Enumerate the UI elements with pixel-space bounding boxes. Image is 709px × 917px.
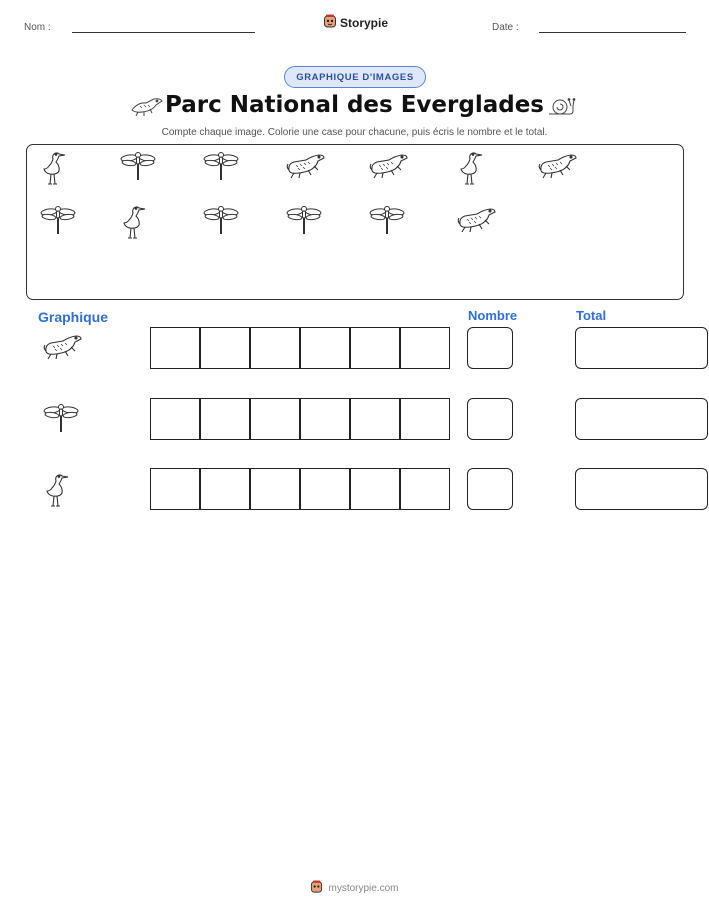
graph-cell[interactable] (250, 468, 300, 510)
graph-cell[interactable] (300, 398, 350, 440)
total-box[interactable] (575, 327, 708, 369)
name-label: Nom : (24, 22, 51, 33)
alligator-icon (457, 204, 497, 234)
graph-cell[interactable] (350, 398, 400, 440)
graph-cell[interactable] (350, 327, 400, 369)
graph-cell[interactable] (400, 468, 450, 510)
storypie-mascot-icon (310, 880, 323, 897)
heron-icon (43, 472, 69, 508)
name-line[interactable] (72, 32, 255, 33)
graph-cell[interactable] (400, 398, 450, 440)
graph-cell[interactable] (350, 468, 400, 510)
worksheet-type-badge: GRAPHIQUE D'IMAGES (284, 66, 426, 88)
graph-cell[interactable] (300, 468, 350, 510)
number-heading: Nombre (468, 308, 518, 323)
alligator-icon (369, 150, 409, 180)
graph-cell[interactable] (150, 327, 200, 369)
graph-cell[interactable] (300, 327, 350, 369)
graph-cell[interactable] (250, 327, 300, 369)
graph-cell[interactable] (250, 398, 300, 440)
graph-cell[interactable] (200, 398, 250, 440)
brand-name: Storypie (340, 16, 389, 30)
instructions: Compte chaque image. Colorie une case pour chacune, puis écris le nombre et le total. (161, 127, 548, 138)
number-box[interactable] (467, 327, 513, 369)
number-box[interactable] (467, 398, 513, 440)
dragonfly-icon (40, 204, 76, 236)
date-label: Date : (492, 22, 519, 33)
snail-icon (546, 94, 576, 123)
total-box[interactable] (575, 468, 708, 510)
dragonfly-icon (120, 150, 156, 182)
graph-heading: Graphique (38, 309, 109, 325)
graph-cell[interactable] (400, 327, 450, 369)
storypie-mascot-icon (323, 14, 337, 32)
graph-cell[interactable] (150, 468, 200, 510)
alligator-icon (286, 150, 326, 180)
graph-cell[interactable] (150, 398, 200, 440)
total-box[interactable] (575, 398, 708, 440)
graph-cell[interactable] (200, 327, 250, 369)
alligator-icon (43, 331, 83, 361)
number-box[interactable] (467, 468, 513, 510)
dragonfly-icon (43, 402, 79, 434)
heron-icon (120, 204, 146, 240)
total-heading: Total (576, 308, 607, 323)
date-line[interactable] (539, 32, 686, 33)
dragonfly-icon (286, 204, 322, 236)
footer-url[interactable]: mystorypie.com (328, 883, 399, 894)
graph-cell[interactable] (200, 468, 250, 510)
footer (0, 880, 709, 897)
brand-logo (323, 14, 388, 32)
page-title: Parc National des Everglades (164, 92, 544, 118)
alligator-icon (538, 150, 578, 180)
heron-icon (40, 150, 66, 186)
dragonfly-icon (369, 204, 405, 236)
dragonfly-icon (203, 204, 239, 236)
heron-icon (457, 150, 483, 186)
dragonfly-icon (203, 150, 239, 182)
